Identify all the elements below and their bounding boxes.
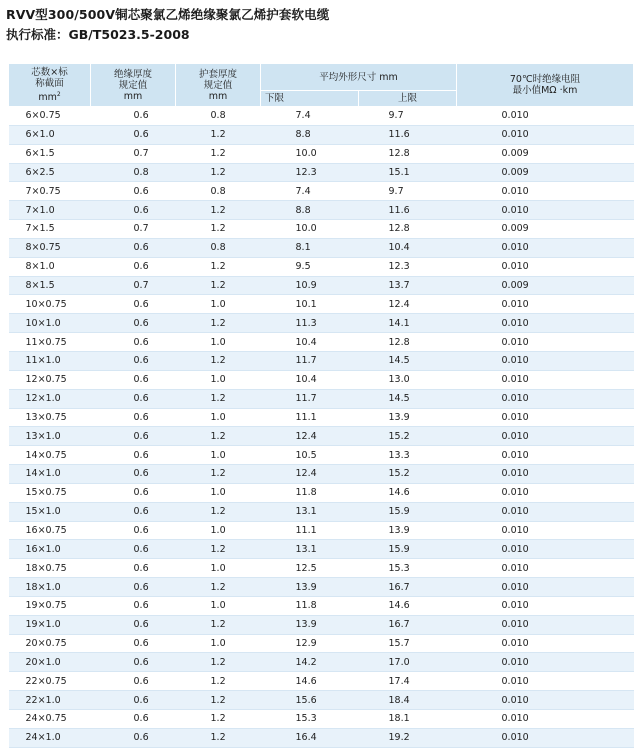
- table-row: [9, 333, 634, 352]
- cell-od-upper: 15.2: [359, 427, 457, 446]
- table-row: [9, 276, 634, 295]
- cell-resistance: 0.010: [457, 295, 634, 314]
- cell-resistance: 0.009: [457, 163, 634, 182]
- cell-insulation: 0.6: [91, 238, 176, 257]
- cell-od-lower: 10.4: [261, 370, 359, 389]
- cell-od-lower: 11.8: [261, 483, 359, 502]
- cell-od-lower: 8.1: [261, 238, 359, 257]
- cell-od-upper: 13.7: [359, 276, 457, 295]
- header-size-line1: 芯数×标: [31, 66, 68, 78]
- cell-od-lower: 15.6: [261, 691, 359, 710]
- cell-size: 6×0.75: [9, 107, 91, 126]
- cell-resistance: 0.010: [457, 521, 634, 540]
- table-row: [9, 540, 634, 559]
- cell-sheath: 1.0: [176, 446, 261, 465]
- cell-sheath: 1.2: [176, 201, 261, 220]
- cell-od-lower: 14.6: [261, 672, 359, 691]
- cell-od-lower: 8.8: [261, 125, 359, 144]
- cell-od-lower: 11.3: [261, 314, 359, 333]
- table-row: [9, 596, 634, 615]
- cell-od-lower: 14.2: [261, 653, 359, 672]
- cell-size: 24×1.0: [9, 728, 91, 747]
- cell-resistance: 0.010: [457, 653, 634, 672]
- header-size-unit-wrap: [9, 89, 90, 103]
- cell-resistance: 0.010: [457, 559, 634, 578]
- cell-od-lower: 13.1: [261, 540, 359, 559]
- cell-od-upper: 14.6: [359, 596, 457, 615]
- cell-resistance: 0.010: [457, 408, 634, 427]
- cell-resistance: 0.010: [457, 107, 634, 126]
- cell-resistance: 0.010: [457, 540, 634, 559]
- cell-insulation: 0.6: [91, 408, 176, 427]
- cell-resistance: 0.010: [457, 389, 634, 408]
- table-row: [9, 220, 634, 239]
- cell-od-upper: 12.8: [359, 144, 457, 163]
- cell-size: 16×0.75: [9, 521, 91, 540]
- cell-size: 7×0.75: [9, 182, 91, 201]
- cell-insulation: 0.6: [91, 710, 176, 729]
- cell-od-upper: 18.1: [359, 710, 457, 729]
- cell-size: 11×0.75: [9, 333, 91, 352]
- cell-insulation: 0.6: [91, 257, 176, 276]
- cell-od-lower: 9.5: [261, 257, 359, 276]
- table-row: [9, 710, 634, 729]
- cell-size: 10×1.0: [9, 314, 91, 333]
- table-row: [9, 634, 634, 653]
- cell-insulation: 0.8: [91, 163, 176, 182]
- table-row: [9, 465, 634, 484]
- cell-size: 8×0.75: [9, 238, 91, 257]
- header-shl-line1: 护套厚度: [198, 68, 237, 80]
- header-ins-line1: 绝缘厚度: [113, 68, 152, 80]
- cell-od-upper: 19.2: [359, 728, 457, 747]
- cell-od-lower: 13.1: [261, 502, 359, 521]
- cell-od-upper: 13.9: [359, 408, 457, 427]
- table-row: [9, 691, 634, 710]
- cell-insulation: 0.6: [91, 351, 176, 370]
- cell-size: 13×1.0: [9, 427, 91, 446]
- header-outer-diameter: 平均外形尺寸 mm: [261, 64, 457, 91]
- cell-insulation: 0.6: [91, 540, 176, 559]
- cell-insulation: 0.6: [91, 559, 176, 578]
- table-row: [9, 257, 634, 276]
- cell-od-lower: 12.5: [261, 559, 359, 578]
- cell-od-upper: 16.7: [359, 578, 457, 597]
- cell-size: 7×1.5: [9, 220, 91, 239]
- cell-od-lower: 10.0: [261, 220, 359, 239]
- cell-sheath: 1.2: [176, 502, 261, 521]
- cell-insulation: 0.6: [91, 314, 176, 333]
- cell-od-upper: 12.8: [359, 333, 457, 352]
- cell-od-upper: 15.9: [359, 540, 457, 559]
- cell-od-upper: 12.3: [359, 257, 457, 276]
- table-row: [9, 446, 634, 465]
- cell-sheath: 1.2: [176, 615, 261, 634]
- cell-resistance: 0.010: [457, 201, 634, 220]
- cell-insulation: 0.6: [91, 107, 176, 126]
- cell-resistance: 0.010: [457, 615, 634, 634]
- cell-od-upper: 15.2: [359, 465, 457, 484]
- table-row: [9, 483, 634, 502]
- cell-od-upper: 9.7: [359, 107, 457, 126]
- cell-sheath: 1.2: [176, 540, 261, 559]
- cell-resistance: 0.010: [457, 465, 634, 484]
- table-row: [9, 238, 634, 257]
- cell-sheath: 0.8: [176, 182, 261, 201]
- table-row: [9, 559, 634, 578]
- cell-sheath: 1.0: [176, 408, 261, 427]
- cell-size: 24×0.75: [9, 710, 91, 729]
- cell-insulation: 0.6: [91, 295, 176, 314]
- cell-insulation: 0.6: [91, 653, 176, 672]
- cell-od-lower: 16.4: [261, 728, 359, 747]
- cell-od-upper: 15.7: [359, 634, 457, 653]
- cell-sheath: 1.0: [176, 521, 261, 540]
- cell-insulation: 0.6: [91, 333, 176, 352]
- cell-size: 14×1.0: [9, 465, 91, 484]
- table-row: [9, 578, 634, 597]
- cell-resistance: 0.010: [457, 314, 634, 333]
- header-res-line1: 70℃时绝缘电阻: [509, 74, 581, 85]
- cell-resistance: 0.010: [457, 333, 634, 352]
- cell-od-lower: 10.5: [261, 446, 359, 465]
- cell-size: 20×1.0: [9, 653, 91, 672]
- cell-insulation: 0.6: [91, 483, 176, 502]
- cell-sheath: 1.2: [176, 465, 261, 484]
- table-row: [9, 182, 634, 201]
- cell-od-lower: 15.3: [261, 710, 359, 729]
- cell-resistance: 0.010: [457, 691, 634, 710]
- cell-resistance: 0.010: [457, 182, 634, 201]
- table-row: [9, 125, 634, 144]
- cell-sheath: 1.2: [176, 578, 261, 597]
- cell-od-upper: 13.0: [359, 370, 457, 389]
- table-row: [9, 615, 634, 634]
- cell-resistance: 0.010: [457, 351, 634, 370]
- cell-size: 14×0.75: [9, 446, 91, 465]
- cell-insulation: 0.6: [91, 691, 176, 710]
- standard-reference: 执行标准：GB/T5023.5-2008: [6, 27, 190, 42]
- header-size-line2: 称截面: [35, 77, 64, 89]
- cell-size: 18×0.75: [9, 559, 91, 578]
- cell-size: 12×1.0: [9, 389, 91, 408]
- cell-insulation: 0.6: [91, 201, 176, 220]
- cell-od-upper: 18.4: [359, 691, 457, 710]
- cell-od-upper: 12.8: [359, 220, 457, 239]
- table-row: [9, 370, 634, 389]
- cell-od-lower: 11.1: [261, 408, 359, 427]
- cell-od-lower: 13.9: [261, 578, 359, 597]
- header-size: [9, 64, 91, 107]
- table-header: [9, 64, 634, 107]
- cell-od-upper: 14.1: [359, 314, 457, 333]
- cell-resistance: 0.010: [457, 502, 634, 521]
- cell-od-lower: 10.9: [261, 276, 359, 295]
- table-row: [9, 163, 634, 182]
- cell-resistance: 0.010: [457, 238, 634, 257]
- cell-od-upper: 17.4: [359, 672, 457, 691]
- cell-od-upper: 13.9: [359, 521, 457, 540]
- cell-sheath: 1.2: [176, 144, 261, 163]
- cell-size: 22×0.75: [9, 672, 91, 691]
- cell-size: 8×1.0: [9, 257, 91, 276]
- table-row: [9, 427, 634, 446]
- cell-sheath: 1.0: [176, 483, 261, 502]
- cell-sheath: 1.0: [176, 370, 261, 389]
- header-size-unit: mm: [38, 92, 57, 104]
- cell-od-upper: 11.6: [359, 125, 457, 144]
- cell-resistance: 0.010: [457, 483, 634, 502]
- cell-od-upper: 14.5: [359, 389, 457, 408]
- cell-sheath: 1.2: [176, 257, 261, 276]
- cell-insulation: 0.6: [91, 125, 176, 144]
- cell-size: 20×0.75: [9, 634, 91, 653]
- cell-sheath: 1.0: [176, 295, 261, 314]
- cell-size: 19×0.75: [9, 596, 91, 615]
- cell-insulation: 0.6: [91, 389, 176, 408]
- cell-od-upper: 15.1: [359, 163, 457, 182]
- cell-insulation: 0.6: [91, 182, 176, 201]
- cell-sheath: 1.2: [176, 427, 261, 446]
- cell-insulation: 0.6: [91, 578, 176, 597]
- cell-sheath: 1.2: [176, 672, 261, 691]
- header-sheath: [176, 64, 261, 107]
- cell-resistance: 0.009: [457, 220, 634, 239]
- cell-resistance: 0.010: [457, 596, 634, 615]
- header-ins-unit: mm: [123, 90, 143, 102]
- header-od-lower: 下限: [261, 91, 359, 107]
- header-resistance: [457, 64, 634, 107]
- cell-size: 15×1.0: [9, 502, 91, 521]
- cell-sheath: 1.2: [176, 351, 261, 370]
- cell-size: 22×1.0: [9, 691, 91, 710]
- cell-resistance: 0.010: [457, 672, 634, 691]
- cell-insulation: 0.7: [91, 220, 176, 239]
- cell-sheath: 0.8: [176, 238, 261, 257]
- header-ins-line2: 规定值: [118, 79, 148, 91]
- cell-insulation: 0.6: [91, 465, 176, 484]
- cell-size: 6×2.5: [9, 163, 91, 182]
- cell-sheath: 1.2: [176, 276, 261, 295]
- cell-insulation: 0.6: [91, 672, 176, 691]
- header-shl-line2: 规定值: [203, 79, 233, 91]
- cell-od-upper: 11.6: [359, 201, 457, 220]
- table-row: [9, 672, 634, 691]
- cell-od-lower: 7.4: [261, 182, 359, 201]
- cell-od-upper: 15.9: [359, 502, 457, 521]
- cell-size: 19×1.0: [9, 615, 91, 634]
- cell-size: 8×1.5: [9, 276, 91, 295]
- cell-od-lower: 11.1: [261, 521, 359, 540]
- cell-resistance: 0.009: [457, 276, 634, 295]
- cell-od-lower: 12.3: [261, 163, 359, 182]
- cell-sheath: 1.2: [176, 691, 261, 710]
- header-od-upper: 上限: [359, 91, 457, 107]
- cell-resistance: 0.010: [457, 710, 634, 729]
- cell-sheath: 0.8: [176, 107, 261, 126]
- table-row: [9, 144, 634, 163]
- table-row: [9, 314, 634, 333]
- cell-od-upper: 12.4: [359, 295, 457, 314]
- cell-size: 18×1.0: [9, 578, 91, 597]
- cell-size: 12×0.75: [9, 370, 91, 389]
- cell-sheath: 1.2: [176, 314, 261, 333]
- cell-od-lower: 7.4: [261, 107, 359, 126]
- cell-od-upper: 10.4: [359, 238, 457, 257]
- cell-sheath: 1.2: [176, 710, 261, 729]
- header-size-unit-sup: 2: [56, 90, 61, 98]
- cell-od-lower: 12.9: [261, 634, 359, 653]
- cell-sheath: 1.2: [176, 653, 261, 672]
- cell-size: 6×1.5: [9, 144, 91, 163]
- cell-od-lower: 10.4: [261, 333, 359, 352]
- cell-od-lower: 11.7: [261, 389, 359, 408]
- table-row: [9, 728, 634, 747]
- cell-insulation: 0.6: [91, 427, 176, 446]
- cell-size: 10×0.75: [9, 295, 91, 314]
- cell-insulation: 0.6: [91, 521, 176, 540]
- cell-od-upper: 14.5: [359, 351, 457, 370]
- cell-size: 7×1.0: [9, 201, 91, 220]
- cell-od-upper: 9.7: [359, 182, 457, 201]
- cell-size: 16×1.0: [9, 540, 91, 559]
- table-row: [9, 521, 634, 540]
- cell-insulation: 0.6: [91, 502, 176, 521]
- cell-resistance: 0.010: [457, 427, 634, 446]
- cell-sheath: 1.2: [176, 125, 261, 144]
- cell-resistance: 0.010: [457, 728, 634, 747]
- table-row: [9, 653, 634, 672]
- document-title: RVV型300/500V铜芯聚氯乙烯绝缘聚氯乙烯护套软电缆: [6, 7, 330, 22]
- cell-sheath: 1.2: [176, 220, 261, 239]
- header-shl-unit: mm: [208, 90, 228, 102]
- cell-sheath: 1.0: [176, 596, 261, 615]
- cell-sheath: 1.0: [176, 333, 261, 352]
- table-row: [9, 201, 634, 220]
- cell-insulation: 0.7: [91, 276, 176, 295]
- cell-resistance: 0.010: [457, 257, 634, 276]
- cell-od-lower: 10.0: [261, 144, 359, 163]
- cell-resistance: 0.010: [457, 370, 634, 389]
- cell-od-lower: 12.4: [261, 427, 359, 446]
- spec-table: [8, 63, 634, 748]
- cell-resistance: 0.010: [457, 578, 634, 597]
- cell-size: 15×0.75: [9, 483, 91, 502]
- cell-od-upper: 14.6: [359, 483, 457, 502]
- cell-resistance: 0.010: [457, 634, 634, 653]
- cell-size: 11×1.0: [9, 351, 91, 370]
- cell-insulation: 0.7: [91, 144, 176, 163]
- cell-resistance: 0.010: [457, 446, 634, 465]
- cell-od-lower: 12.4: [261, 465, 359, 484]
- cell-od-lower: 10.1: [261, 295, 359, 314]
- cell-insulation: 0.6: [91, 728, 176, 747]
- cell-size: 13×0.75: [9, 408, 91, 427]
- table-body: [9, 107, 634, 748]
- cell-resistance: 0.009: [457, 144, 634, 163]
- table-row: [9, 295, 634, 314]
- cell-insulation: 0.6: [91, 446, 176, 465]
- cell-insulation: 0.6: [91, 615, 176, 634]
- cell-od-lower: 13.9: [261, 615, 359, 634]
- cell-od-lower: 8.8: [261, 201, 359, 220]
- header-res-line2: 最小值MΩ ·km: [512, 85, 578, 96]
- cell-od-upper: 16.7: [359, 615, 457, 634]
- table-row: [9, 107, 634, 126]
- cell-sheath: 1.2: [176, 389, 261, 408]
- cell-sheath: 1.0: [176, 634, 261, 653]
- cell-sheath: 1.2: [176, 163, 261, 182]
- header-insulation: [91, 64, 176, 107]
- cell-resistance: 0.010: [457, 125, 634, 144]
- cell-sheath: 1.2: [176, 728, 261, 747]
- table-row: [9, 351, 634, 370]
- cell-size: 6×1.0: [9, 125, 91, 144]
- cell-od-upper: 13.3: [359, 446, 457, 465]
- cell-insulation: 0.6: [91, 634, 176, 653]
- cell-insulation: 0.6: [91, 596, 176, 615]
- cell-insulation: 0.6: [91, 370, 176, 389]
- cell-sheath: 1.0: [176, 559, 261, 578]
- table-row: [9, 389, 634, 408]
- cell-od-upper: 17.0: [359, 653, 457, 672]
- table-row: [9, 502, 634, 521]
- table-row: [9, 408, 634, 427]
- cell-od-lower: 11.8: [261, 596, 359, 615]
- cell-od-upper: 15.3: [359, 559, 457, 578]
- cell-od-lower: 11.7: [261, 351, 359, 370]
